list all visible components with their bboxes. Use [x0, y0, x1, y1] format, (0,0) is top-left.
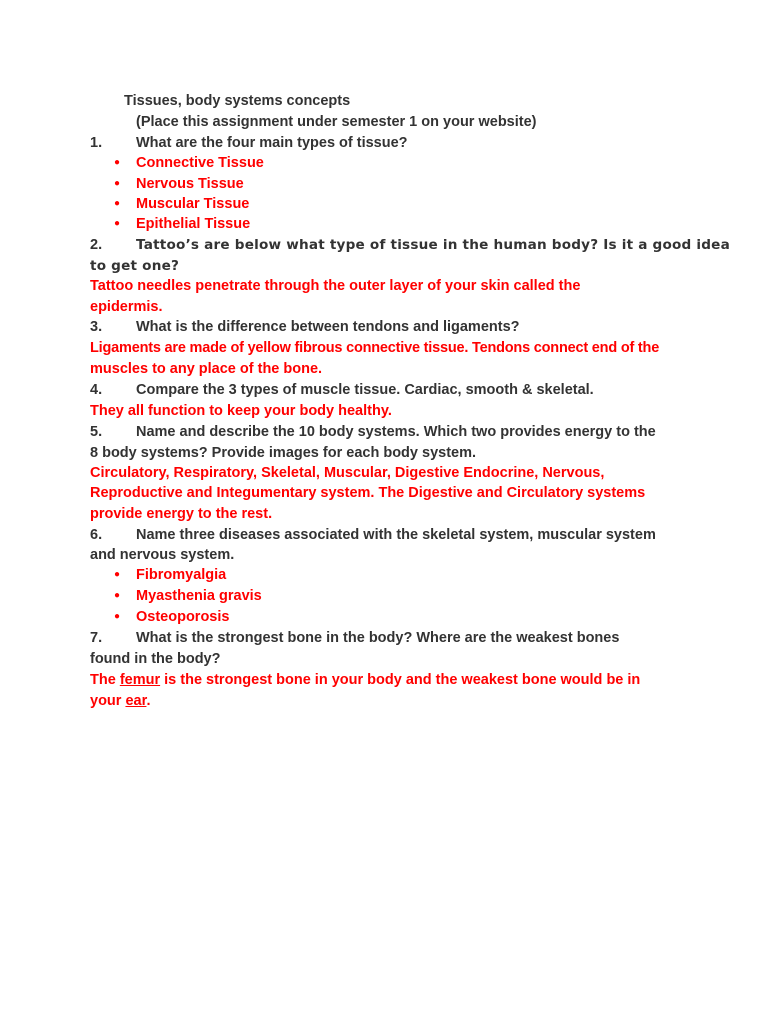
- question-number: 6.: [90, 527, 103, 543]
- answer-fragment: is the strongest bone in your body and the weakest bone would be in: [160, 672, 641, 688]
- question-number: 2.: [90, 237, 103, 253]
- bullet-icon: ●: [114, 569, 121, 580]
- answer-item: Connective Tissue: [136, 155, 264, 171]
- answer-ear-underlined: ear: [125, 693, 147, 709]
- answer-text: epidermis.: [90, 299, 163, 315]
- question-3: [90, 317, 520, 337]
- question-7: [90, 628, 619, 648]
- answer-item: Osteoporosis: [136, 609, 230, 625]
- answer-femur-underlined: femur: [119, 672, 161, 688]
- question-number: 4.: [90, 382, 103, 398]
- answer-fragment: The: [90, 672, 120, 688]
- bullet-icon: ●: [114, 611, 121, 622]
- document-subtitle: (Place this assignment under semester 1 on your website): [136, 114, 537, 130]
- answer-text: They all function to keep your body healthy.: [90, 403, 392, 419]
- answer-fragment: .: [146, 693, 151, 709]
- answer-item: Fibromyalgia: [136, 567, 227, 583]
- answer-item: Muscular Tissue: [136, 196, 250, 212]
- bullet-icon: ●: [114, 157, 121, 168]
- question-text: What is the difference between tendons and ligaments?: [136, 319, 520, 335]
- answer-text: Tattoo needles penetrate through the outer layer of your skin called the: [90, 278, 581, 294]
- bullet-icon: ●: [114, 198, 121, 209]
- question-number: 5.: [90, 424, 103, 440]
- question-number: 1.: [90, 135, 103, 151]
- question-5: [90, 422, 656, 442]
- question-text-continued: to get one?: [90, 258, 180, 274]
- question-text-continued: 8 body systems? Provide images for each body system.: [90, 445, 477, 461]
- answer-text: provide energy to the rest.: [90, 506, 273, 522]
- answer-text: Circulatory, Respiratory, Skeletal, Muscular, Digestive Endocrine, Nervous,: [90, 465, 605, 481]
- answer-item: Epithelial Tissue: [136, 216, 251, 232]
- question-text-continued: and nervous system.: [90, 547, 235, 563]
- bullet-icon: ●: [114, 178, 121, 189]
- answer-item: Myasthenia gravis: [136, 588, 262, 604]
- question-text: Name and describe the 10 body systems. Which two provides energy to the: [136, 424, 656, 440]
- answer-text: Ligaments are made of yellow fibrous connective tissue. Tendons connect end of the: [90, 340, 660, 356]
- answer-text: muscles to any place of the bone.: [90, 361, 323, 377]
- bullet-icon: ●: [114, 218, 121, 229]
- answer-text: Reproductive and Integumentary system. The Digestive and Circulatory systems: [90, 485, 646, 501]
- answer-text: [90, 670, 640, 690]
- bullet-icon: ●: [114, 590, 121, 601]
- question-2: [90, 235, 730, 255]
- answer-fragment: your: [90, 693, 126, 709]
- question-text: Compare the 3 types of muscle tissue. Cardiac, smooth & skeletal.: [136, 382, 594, 398]
- answer-item: Nervous Tissue: [136, 176, 244, 192]
- question-text: What is the strongest bone in the body? Where are the weakest bones: [136, 630, 620, 646]
- question-6: [90, 525, 656, 545]
- question-text: Name three diseases associated with the skeletal system, muscular system: [136, 527, 656, 543]
- question-text: Tattoo’s are below what type of tissue in the human body? Is it a good idea: [136, 237, 730, 253]
- question-text-continued: found in the body?: [90, 651, 221, 667]
- question-number: 7.: [90, 630, 103, 646]
- document-title: Tissues, body systems concepts: [124, 93, 351, 109]
- question-number: 3.: [90, 319, 103, 335]
- question-1: [90, 133, 408, 153]
- question-4: [90, 380, 594, 400]
- answer-text: [90, 691, 150, 711]
- question-text: What are the four main types of tissue?: [136, 135, 408, 151]
